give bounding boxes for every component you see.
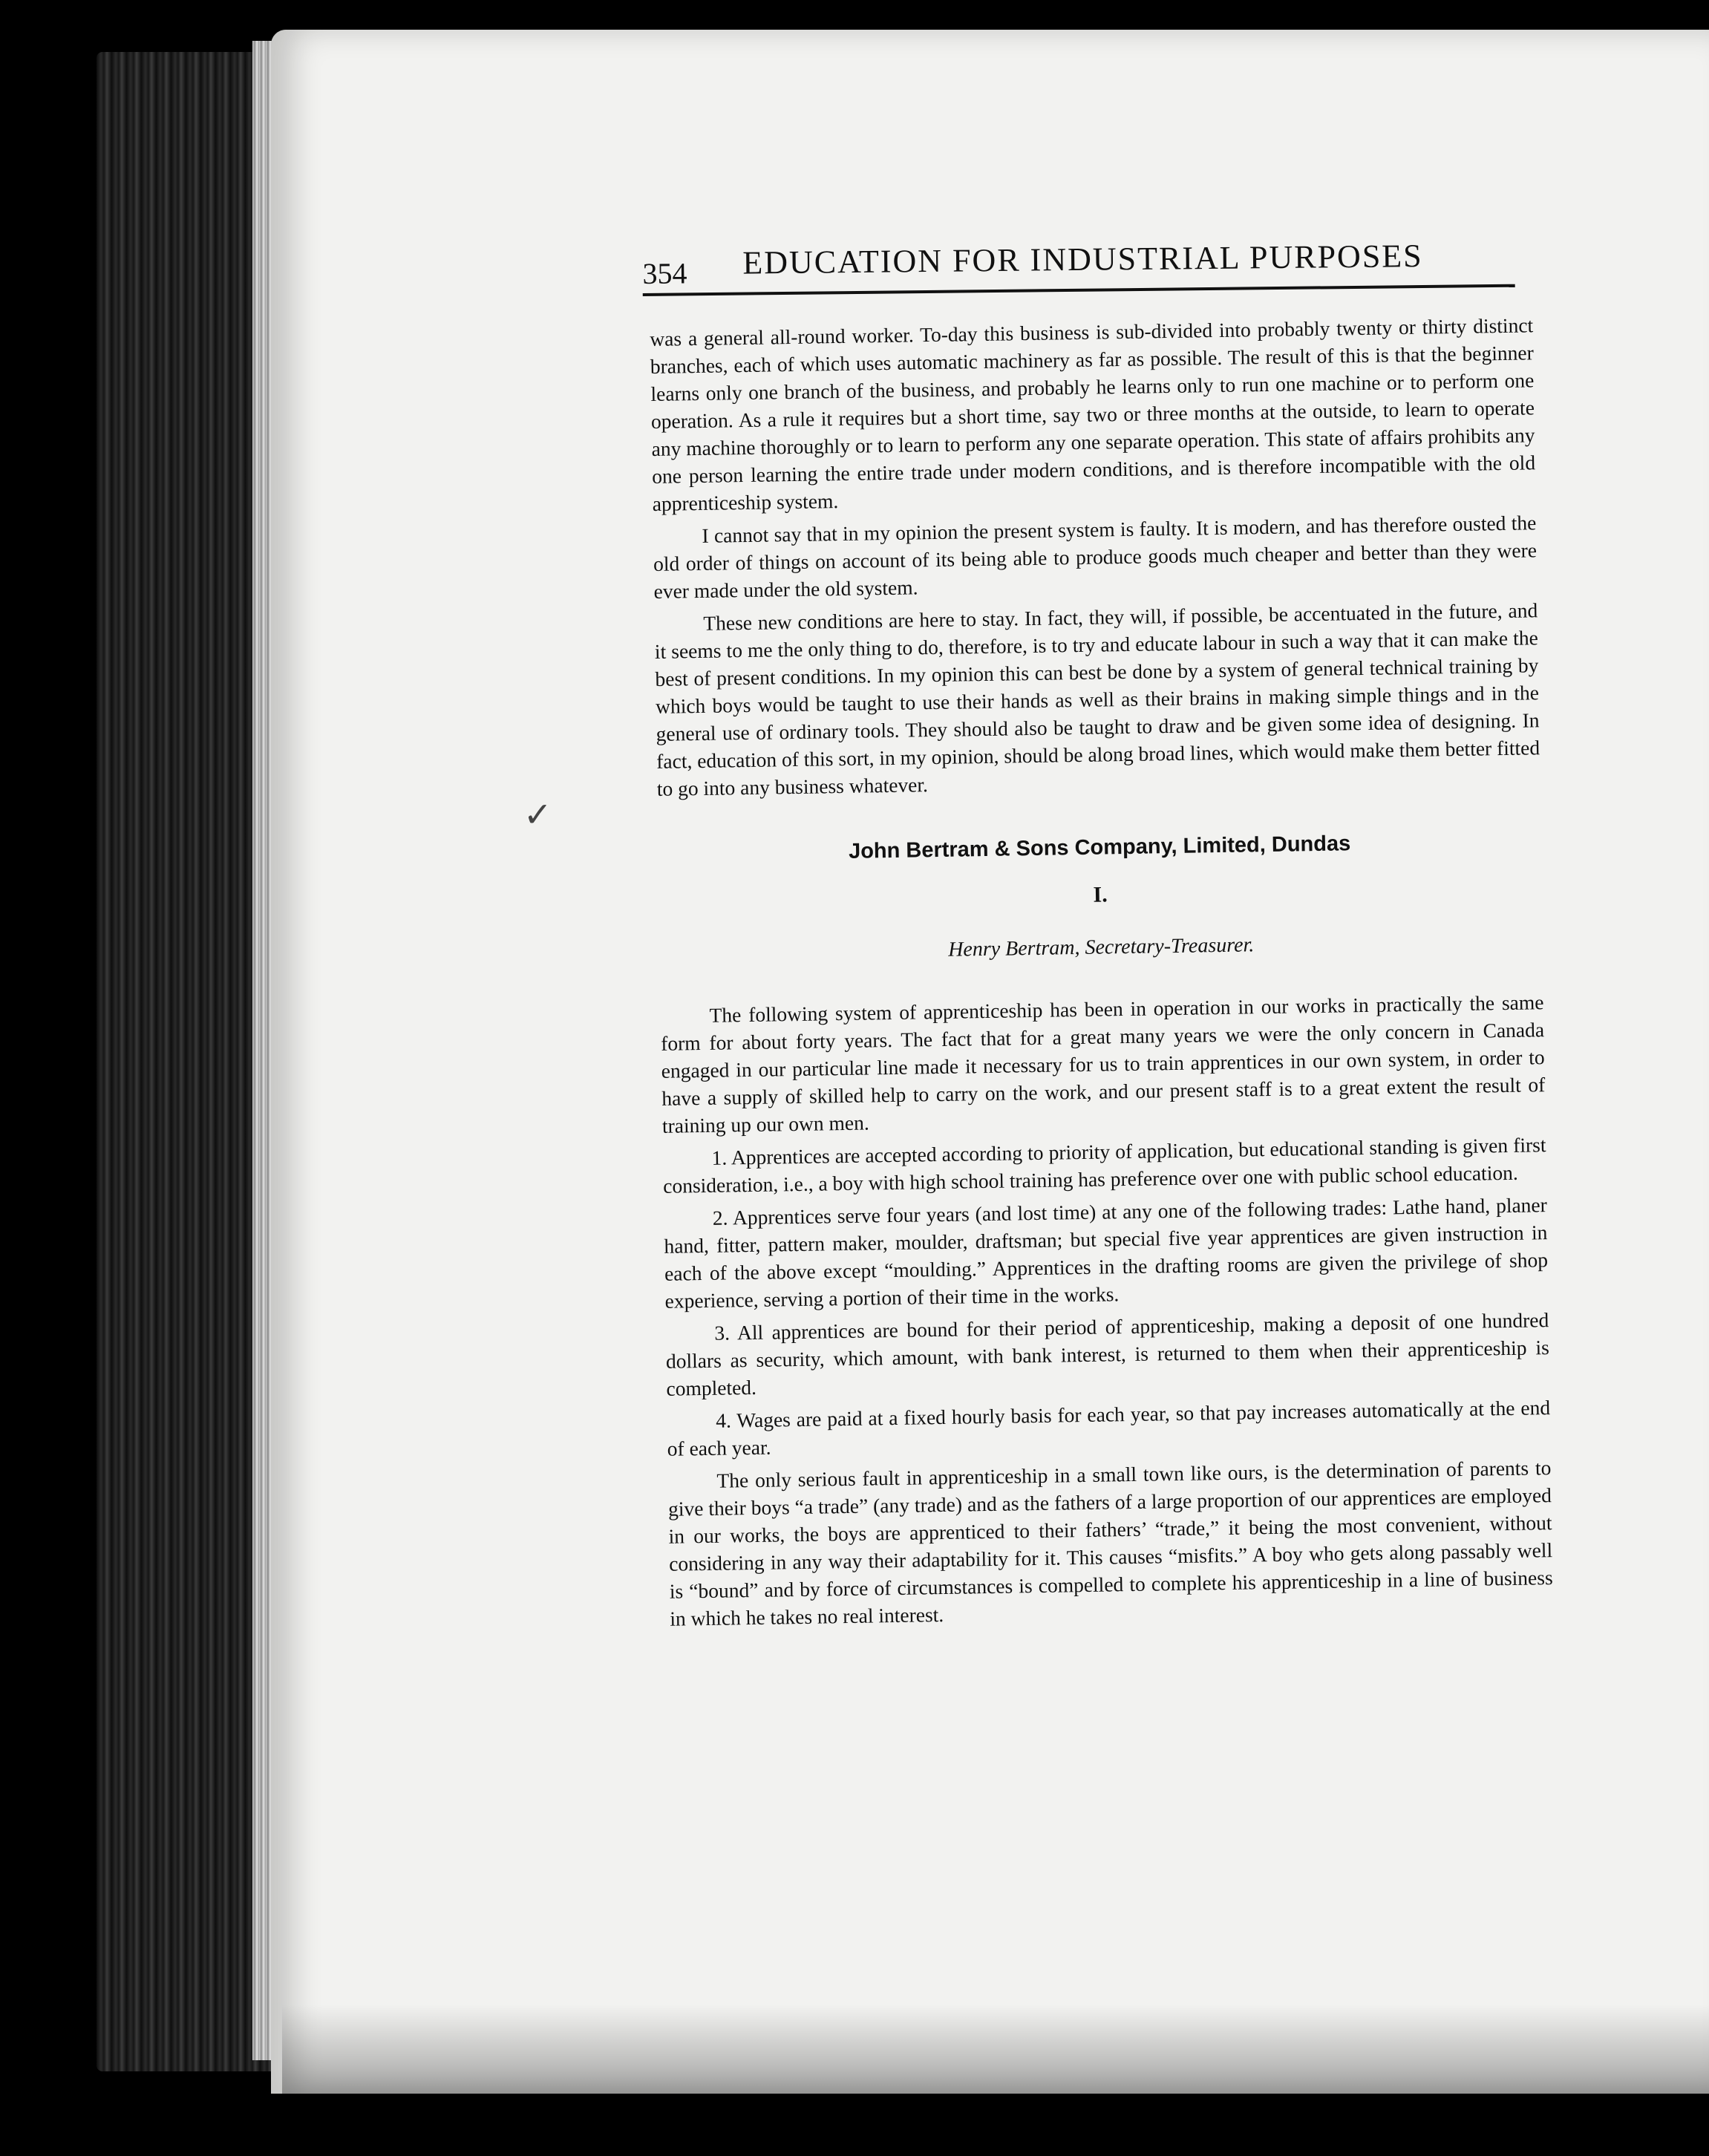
paragraph: These new conditions are here to stay. In fact, they will, if possible, be accentuated in the future, and it seems to me the only thing to do, therefore, is to try and educate labour in such a way that it can make the best of present conditions. In my opinion this can best be done by a system of general technical training by which boys would be taught to use their hands as well as their brains in making simple things and in the general use of ordinary tools. They should also be taught to draw and be given some idea of designing. In fact, education of this sort, in my opinion, should be along broad lines, which would make them better fitted to go into any business whatever.	[654, 598, 1540, 800]
page-header	[642, 232, 1515, 296]
paragraph: I cannot say that in my opinion the present system is faulty. It is modern, and has therefore ousted the old order of things on account of its being able to produce goods much cheaper and better than they were ever made under the old system.	[653, 511, 1538, 603]
running-head: EDUCATION FOR INDUSTRIAL PURPOSES	[742, 237, 1423, 281]
paragraph: The only serious fault in apprenticeship in a small town like ours, is the determination of parents to give their boys “a trade” (any trade) and as the fathers of a large proportion of our apprentices are employed in our works, the boys are apprenticed to their fathers’ “trade,” it being the most convenient, without considering in any way their adaptability for it. This causes “misfits.” A boy who gets along passably well is “bound” and by force of circumstances is compelled to complete his apprenticeship in a line of business in which he takes no real interest.	[667, 1456, 1553, 1630]
section-number: I.	[1093, 882, 1108, 907]
page-shadow	[282, 2005, 1709, 2101]
paragraph: The following system of apprenticeship has been in operation in our works in practically the same form for about forty years. The fact that for a great many years we were the only concern in Canada engaged in our particular line made it necessary for us to train apprentices in our own system, in order to have a supply of skilled help to carry on the work, and our present staff is to a great extent the result of training up our own men.	[660, 990, 1546, 1137]
page-body	[650, 311, 1554, 1637]
list-item: 2. Apprentices serve four years (and lost time) at any one of the following trades: Lathe hand, planer hand, fitter, pattern maker, moulder, draftsman; but special five year apprentices are given instruction in each of the above except “moulding.” Apprentices in the drafting rooms are given the privilege of shop experience, serving a portion of their time in the works.	[664, 1193, 1549, 1313]
author-byline: Henry Bertram, Secretary-Treasurer.	[947, 933, 1255, 961]
page-number: 354	[642, 256, 687, 290]
list-item: 1. Apprentices are accepted according to priority of application, but educational standing is given first consideration, i.e., a boy with high school training has preference over one with public school education.	[662, 1133, 1546, 1198]
margin-pencil-mark: ✓	[523, 796, 552, 834]
list-item: 4. Wages are paid at a fixed hourly basis for each year, so that pay increases automatically at the end of each year.	[667, 1396, 1551, 1460]
paragraph: was a general all-round worker. To-day this business is sub-divided into probably twenty or thirty distinct branches, each of which uses automatic machinery as far as possible. The result of this is that the beginner learns only one branch of the business, and probably he learns only to run one machine or to perform one operation. As a rule it requires but a short time, say two or three months at the outside, to learn to operate any machine thoroughly or to learn to perform any one separate operation. This state of affairs prohibits any one person learning the entire trade under modern conditions, and is therefore incompatible with the old apprenticeship system.	[650, 313, 1536, 515]
section-heading: John Bertram & Sons Company, Limited, Dundas	[848, 832, 1351, 863]
list-item: 3. All apprentices are bound for their period of apprenticeship, making a deposit of one hundred dollars as security, which amount, with bank interest, is returned to them when their apprenticeship is completed.	[665, 1308, 1550, 1400]
